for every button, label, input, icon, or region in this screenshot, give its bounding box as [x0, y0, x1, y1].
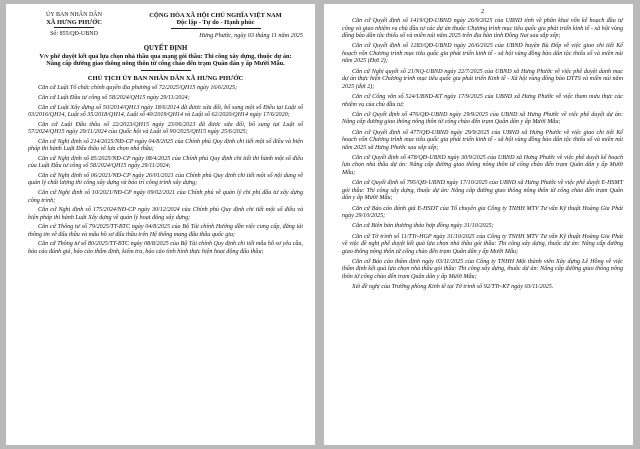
legal-basis-clause: Căn cứ Công văn số 524/UBND-KT ngày 17/9/2025 của UBND xã Hưng Phước về việc tham mưu thực các nhiệm vụ của chủ đầu tư;: [342, 93, 623, 108]
legal-basis-clause: Căn cứ Luật Đầu tư công số 58/2024/QH15 ngày 29/11/2024;: [38, 94, 190, 101]
legal-basis-clause: Căn cứ Thông tư số 80/2025/TT-BTC ngày 08/8/2025 của Bộ Tài chính Quy định chi tiết mẫu hồ sơ yêu cầu, báo cáo đánh giá, báo cáo thẩm định, kiểm tra, báo cáo tình hình thực hiện hoạt động đấu thầu;: [28, 241, 303, 255]
legal-basis-clause: Căn cứ Quyết định số 477/QĐ-UBND ngày 29/9/2025 của UBND xã Hưng Phước về việc giao chi tiết Kế hoạch vốn Chương trình mục tiêu quốc gia phát triển kinh tế - xã hội vùng đồng bào dân tộc thiểu số và miền núi năm 2025 xã Hưng Phước sau sắp xếp;: [342, 129, 623, 151]
legal-basis-clause: Căn cứ Luật Tổ chức chính quyền địa phương số 72/2025/QH15 ngày 16/6/2025;: [38, 85, 238, 92]
motto-underline: [171, 28, 261, 29]
legal-basis-list: [28, 85, 303, 256]
document-page-1: [6, 4, 315, 445]
legal-basis-clause: Căn cứ Báo cáo thẩm định ngày 03/11/2025 của Công ty TNHH Một thành viên Xây dựng Lê Hồng về việc thẩm định kết quả lựa chọn nhà thầu gói thầu: Thi công xây dựng, thuộc dự án: Nâng cấp đường giao thông nông thôn từ cổng chào đến trạm Quân dân y ấp Mười Mẫu;: [342, 258, 623, 280]
legal-basis-clause: Căn cứ Biên bản thương thảo hợp đồng ngày 31/10/2025;: [352, 223, 494, 230]
legal-basis-clause: Căn cứ Quyết định số 478/QĐ-UBND ngày 30/9/2025 của UBND xã Hưng Phước về việc phê duyệt kế hoạch lựa chọn nhà thầu dự án: Nâng cấp đường giao thông nông thôn từ cổng chào đến trạm Quân dân y ấp Mười Mẫu;: [342, 154, 623, 176]
issuing-authority-block: [28, 12, 120, 38]
national-title-block: [120, 12, 303, 39]
page-number: 2: [480, 8, 485, 15]
legal-basis-clause: Căn cứ Nghị định số 175/2024/NĐ-CP ngày 30/12/2024 của Chính phủ Quy định chi tiết một số điều và biện pháp thi hành Luật Xây dựng về quản lý hoạt động xây dựng;: [28, 207, 303, 221]
subject-underline: [141, 70, 191, 71]
document-number: Số: 855/QĐ-UBND: [50, 31, 98, 38]
legal-basis-clause: Căn cứ Quyết định số 476/QĐ-UBND ngày 29/9/2025 của UBND xã Hưng Phước về việc phê duyệt dự án: Nâng cấp đường giao thông nông thôn từ cổng chào đến trạm Quân dân y ấp Mười Mẫu;: [342, 111, 623, 126]
legal-basis-clause: Căn cứ Quyết định số 795/QĐ-UBND ngày 17/10/2025 của UBND xã Hưng Phước về việc phê duyệt E-HSMT gói thầu: Thi công xây dựng, thuộc dự án: Nâng cấp đường giao thông nông thôn từ cổng chào đến trạm Quân dân y ấp Mười Mẫu;: [342, 180, 623, 202]
legal-basis-list-continued: [342, 18, 623, 292]
legal-basis-clause: Căn cứ Nghị quyết số 21/NQ-UBND ngày 22/7/2025 của UBND xã Hưng Phước về việc phê duyệt danh mục dự án thực hiện Chương trình mục tiêu quốc gia phát triển Kinh tế - Xã hội vùng đồng bào DTTS và miền núi năm 2025 (đợt 2);: [342, 68, 623, 90]
legal-basis-clause: Căn cứ Thông tư số 79/2025/TT-BTC ngày 04/8/2025 của Bộ Tài chính Hướng dẫn việc cung cấp, đăng tải thông tin về đấu thầu và mẫu hồ sơ đấu thầu trên Hệ thống mạng đấu thầu quốc gia;: [28, 224, 303, 238]
document-header: [28, 12, 303, 39]
legal-basis-clause: Căn cứ Nghị định số 10/2021/NĐ-CP ngày 09/02/2021 của Chính phủ về quản lý chi phí đầu tư xây dựng công trình;: [28, 189, 303, 204]
org-underline: [54, 27, 94, 28]
legal-basis-clause: Căn cứ Quyết định số 1419/QĐ-UBND ngày 26/9/2025 của UBND tỉnh về phân khai vốn kế hoạch đầu tư công và giao nhiệm vụ chủ đầu tư các dự án thuộc Chương trình mục tiêu quốc gia phát triển kinh tế - xã hội vùng đồng bào dân tộc thiểu số và miền núi năm 2025 trên địa bàn tỉnh Đồng Nai sau sắp xếp;: [342, 18, 623, 40]
place-and-date: Hưng Phước, ngày 03 tháng 11 năm 2025: [199, 31, 303, 39]
document-type: QUYẾT ĐỊNH: [143, 44, 188, 52]
nation-title: CỘNG HÒA XÃ HỘI CHỦ NGHĨA VIỆT NAM: [149, 12, 282, 19]
org-line-1: ỦY BAN NHÂN DÂN: [46, 12, 102, 18]
legal-basis-clause: Căn cứ Luật Xây dựng số 50/2014/QH13 ngày 18/6/2014 đã được sửa đổi, bổ sung một số Điều tại Luật số 03/2016/QH14, Luật số 35/2018/QH14, Luật số 40/2019/QH14 và Luật số 62/2020/QH14 ngày 17/6/2020;: [28, 104, 303, 119]
legal-basis-clause: Căn cứ Nghị định số 214/2025/NĐ-CP ngày 04/8/2025 của Chính phủ Quy định chi tiết một số điều và biện pháp thi hành Luật Đấu thầu về lựa chọn nhà thầu;: [28, 138, 303, 153]
issuing-authority-title: CHỦ TỊCH ỦY BAN NHÂN DÂN XÃ HƯNG PHƯỚC: [87, 75, 244, 83]
document-subject: V/v phê duyệt kết quả lựa chọn nhà thầu qua mạng gói thầu: Thi công xây dựng, thuộc dự án: Nâng cấp đường giao thông nông thôn từ cổng chào đến trạm Quân dân y ấp Mười Mẫu.: [39, 52, 292, 68]
org-line-2: XÃ HƯNG PHƯỚC: [46, 19, 102, 26]
document-page-2: [324, 4, 633, 445]
recommendation-clause: Xét đề nghị của Trưởng phòng Kinh tế tại Tờ trình số 92/TTr-KT ngày 03/11/2025.: [352, 284, 554, 291]
legal-basis-clause: Căn cứ Tờ trình số 11/TTr-HGP ngày 31/10/2025 của Công ty TNHH MTV Tư vấn Kỹ thuật Hoàng Gia Phát về việc đề nghị phê duyệt kết quả lựa chọn nhà thầu gói thầu: Thi công xây dựng, thuộc dự án: Nâng cấp đường giao thông nông thôn từ cổng chào đến trạm Quân dân y ấp Mười Mẫu;: [342, 233, 623, 255]
legal-basis-clause: Căn cứ Báo cáo đánh giá E-HSDT của Tổ chuyên gia Công ty TNHH MTV Tư vấn Kỹ thuật Hoàng Gia Phát ngày 29/10/2025;: [342, 205, 623, 220]
national-motto: Độc lập - Tự do - Hạnh phúc: [176, 19, 255, 27]
legal-basis-clause: Căn cứ Quyết định số 1283/QĐ-UBND ngày 26/6/2025 của UBND huyện Bù Đốp về việc giao chi tiết Kế hoạch vốn Chương trình mục tiêu quốc gia phát triển kinh tế - xã hội vùng đồng bào dân tộc thiểu số và miền núi năm 2025 (Đợt 2);: [342, 43, 623, 65]
legal-basis-clause: Căn cứ Nghị định số 85/2025/NĐ-CP ngày 08/4/2025 của Chính phủ Quy định chi tiết thi hành một số điều của Luật Đầu tư công số 58/2024/QH15 ngày 29/11/2024;: [28, 155, 303, 170]
legal-basis-clause: Căn cứ Nghị định số 06/2021/NĐ-CP ngày 26/01/2021 của Chính phủ Quy định chi tiết một số nội dung về quản lý chất lượng thi công xây dựng và bảo trì công trình xây dựng;: [28, 172, 303, 187]
legal-basis-clause: Căn cứ Luật Đấu thầu số 22/2023/QH15 ngày 23/06/2023 đã được sửa đổi, bổ sung tại Luật số 57/2024/QH15 ngày 29/11/2024 của Quốc hội và Luật số 90/2025/QH15 ngày 25/6/2025;: [28, 121, 303, 136]
